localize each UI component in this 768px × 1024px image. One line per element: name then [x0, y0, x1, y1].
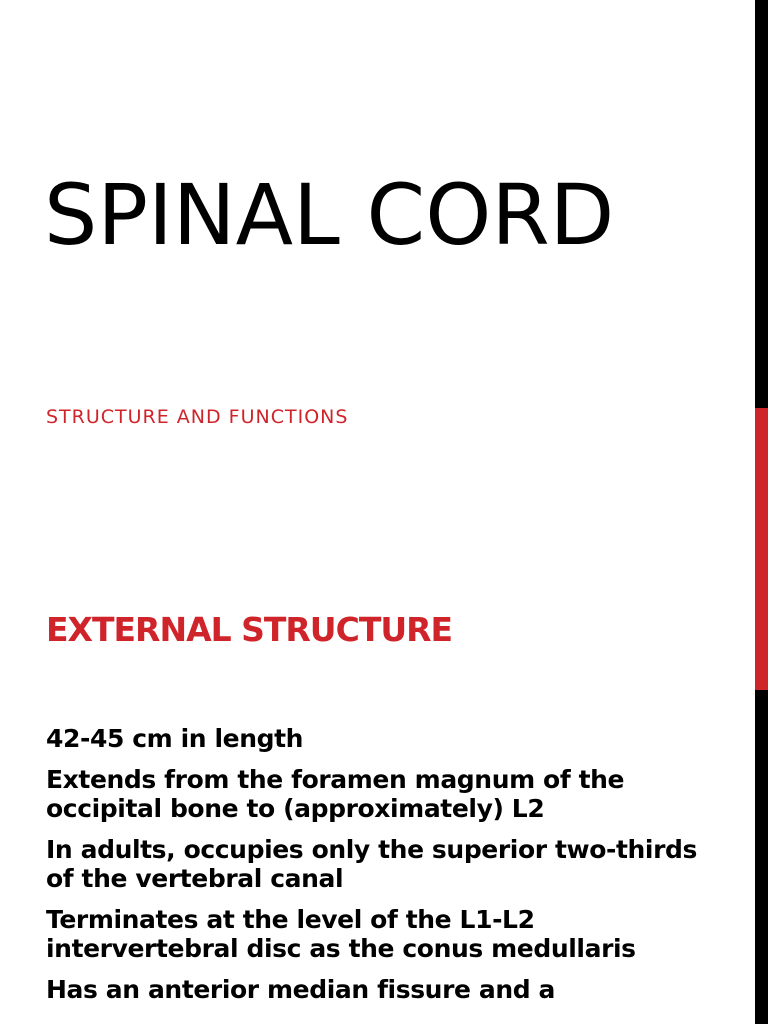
bullet-item: Extends from the foramen magnum of the occipital bone to (approximately) L2 — [46, 765, 625, 823]
bullet-item: 42-45 cm in length — [46, 724, 304, 753]
bullet-item: In adults, occupies only the superior two-thirds of the vertebral canal — [46, 835, 697, 893]
bullet-list — [46, 724, 726, 1016]
slide-subtitle: STRUCTURE AND FUNCTIONS — [46, 406, 349, 428]
slide-title: SPINAL CORD — [44, 166, 615, 264]
bullet-item: Terminates at the level of the L1-L2 intervertebral disc as the conus medullaris — [46, 905, 636, 963]
edge-bar-accent — [755, 408, 768, 690]
section-heading: EXTERNAL STRUCTURE — [46, 610, 453, 649]
edge-bar-top — [755, 0, 768, 408]
edge-bar-bottom — [755, 690, 768, 1024]
bullet-item: Has an anterior median fissure and a — [46, 975, 556, 1004]
